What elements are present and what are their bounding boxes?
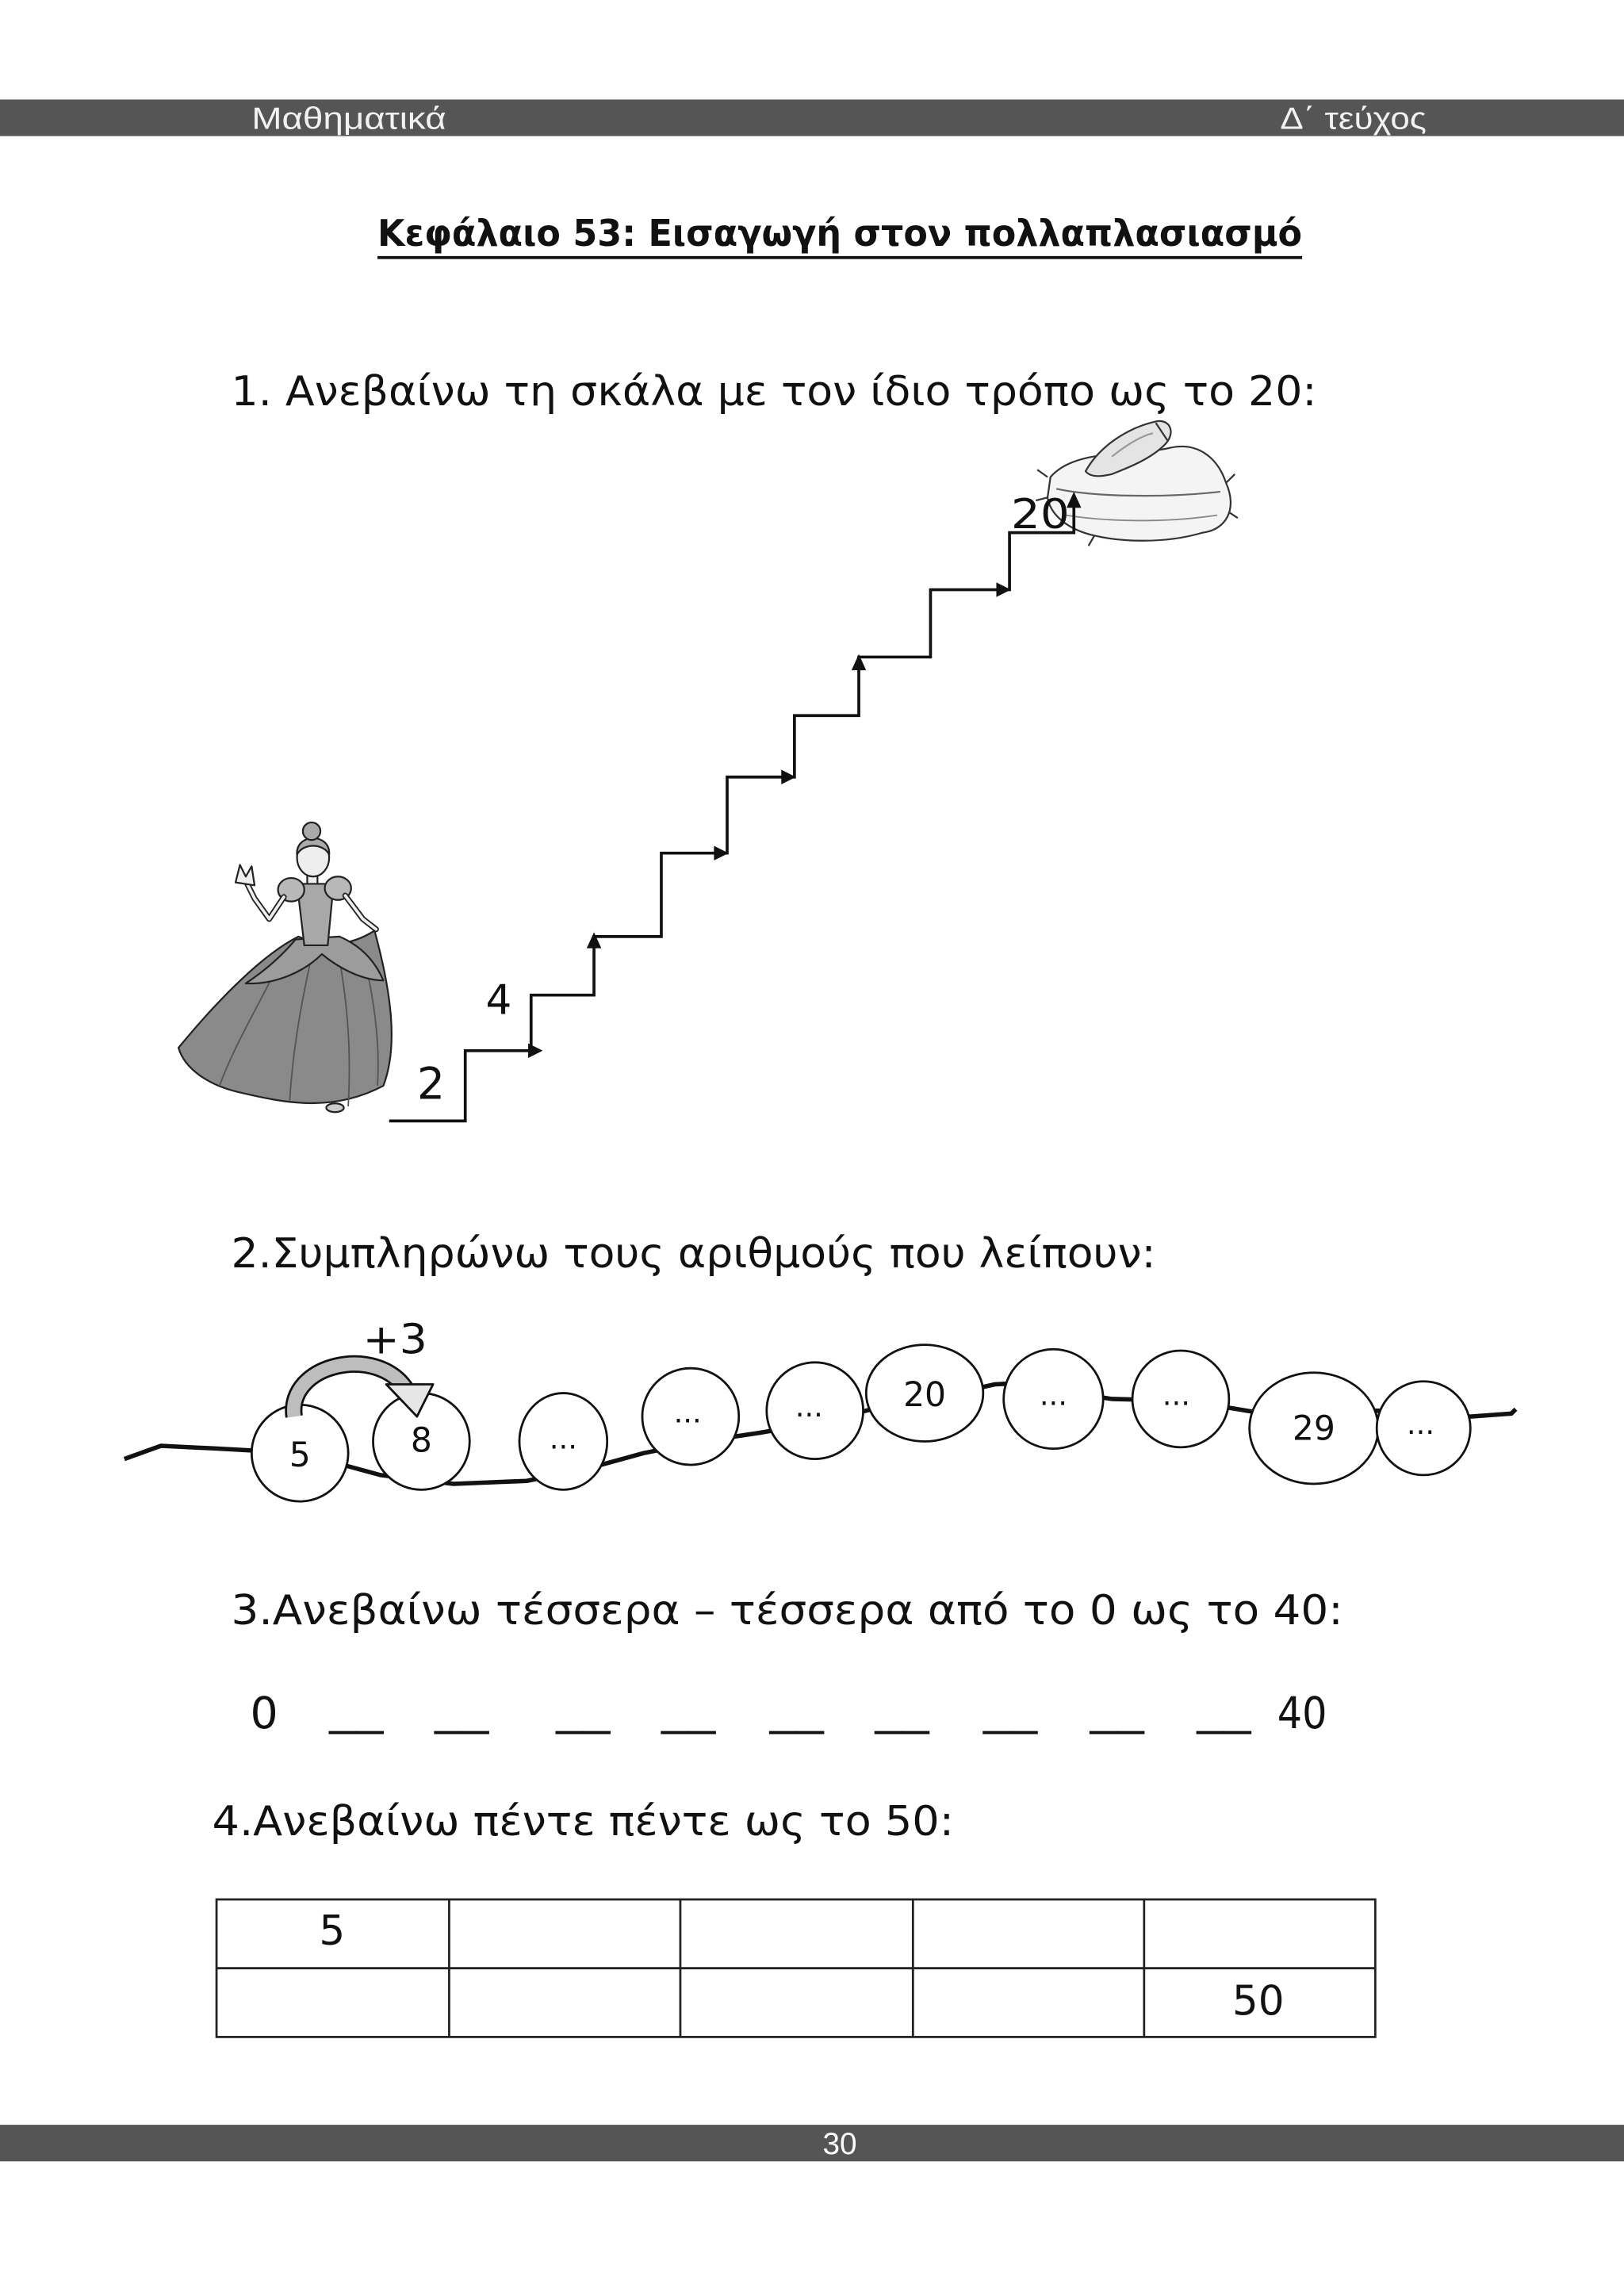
bead <box>642 1368 739 1465</box>
jump-arrow <box>293 1317 433 1416</box>
answer-blank: __ <box>1089 1684 1146 1735</box>
bead-string <box>124 1317 1516 1501</box>
page-footer <box>0 2125 1624 2161</box>
step-arrow <box>528 1044 542 1058</box>
sequence-start: 0 <box>250 1688 278 1740</box>
subject-label: Μαθηματικά <box>251 102 446 136</box>
count-by-five-table <box>216 1899 1375 2037</box>
answer-blank: __ <box>768 1684 825 1735</box>
bead-value: 8 <box>410 1421 432 1461</box>
volume-label: Δ΄ τεύχος <box>1280 102 1427 136</box>
exercise-4-prompt: 4.Ανεβαίνω πέντε πέντε ως το 50: <box>212 1797 954 1846</box>
exercise-1-prompt: 1. Ανεβαίνω τη σκάλα με τον ίδιο τρόπο ως το 20: <box>231 368 1317 416</box>
answer-blank: __ <box>660 1684 717 1735</box>
bead <box>866 1345 983 1442</box>
answer-blank: __ <box>874 1684 931 1735</box>
exercise-2-prompt: 2.Συμπληρώνω τους αριθμούς που λείπουν: <box>231 1229 1156 1278</box>
bead-value: ... <box>673 1395 702 1430</box>
step-arrow <box>587 932 601 948</box>
page-number: 30 <box>822 2127 857 2162</box>
bead-value: 5 <box>289 1435 311 1475</box>
step-label-first: 2 <box>416 1059 446 1110</box>
answer-blank: __ <box>327 1684 385 1735</box>
staircase-path <box>389 497 1074 1121</box>
bead <box>1132 1351 1229 1447</box>
bead-value: ... <box>1162 1378 1191 1412</box>
bead-value: 29 <box>1292 1409 1335 1449</box>
bead <box>519 1393 607 1490</box>
bead <box>251 1405 348 1501</box>
bead-value: ... <box>795 1389 823 1424</box>
cinderella-icon <box>178 822 392 1112</box>
answer-blank: __ <box>982 1684 1039 1735</box>
bead-value: ... <box>1039 1378 1068 1412</box>
answer-blank: __ <box>554 1684 612 1735</box>
step-label-top: 20 <box>1010 491 1070 539</box>
step-label-second: 4 <box>485 976 512 1025</box>
count-by-four-row <box>251 1685 1327 1740</box>
raised-hand <box>236 864 255 885</box>
table-cell: 5 <box>319 1907 346 1956</box>
sequence-end: 40 <box>1277 1688 1327 1740</box>
bead <box>1377 1382 1470 1475</box>
jump-hint-label: +3 <box>362 1316 427 1364</box>
table-cell: 50 <box>1231 1977 1285 2026</box>
answer-blank: __ <box>433 1684 490 1735</box>
answer-blank: __ <box>1196 1684 1253 1735</box>
chapter-title: Κεφάλαιο 53: Εισαγωγή στον πολλαπλασιασμό <box>377 211 1303 255</box>
page-header <box>0 99 1624 136</box>
footer-bar <box>0 2125 1624 2161</box>
bead-value: ... <box>1406 1407 1435 1442</box>
hair-bun <box>303 822 320 840</box>
bead <box>1004 1349 1103 1448</box>
exercise-3-prompt: 3.Ανεβαίνω τέσσερα – τέσσερα από το 0 ως το 40: <box>231 1587 1343 1635</box>
staircase <box>389 491 1082 1121</box>
bead <box>767 1363 864 1459</box>
bead-value: ... <box>549 1421 577 1456</box>
bead <box>1250 1373 1378 1484</box>
shoe <box>326 1103 343 1112</box>
bead-value: 20 <box>903 1376 947 1416</box>
